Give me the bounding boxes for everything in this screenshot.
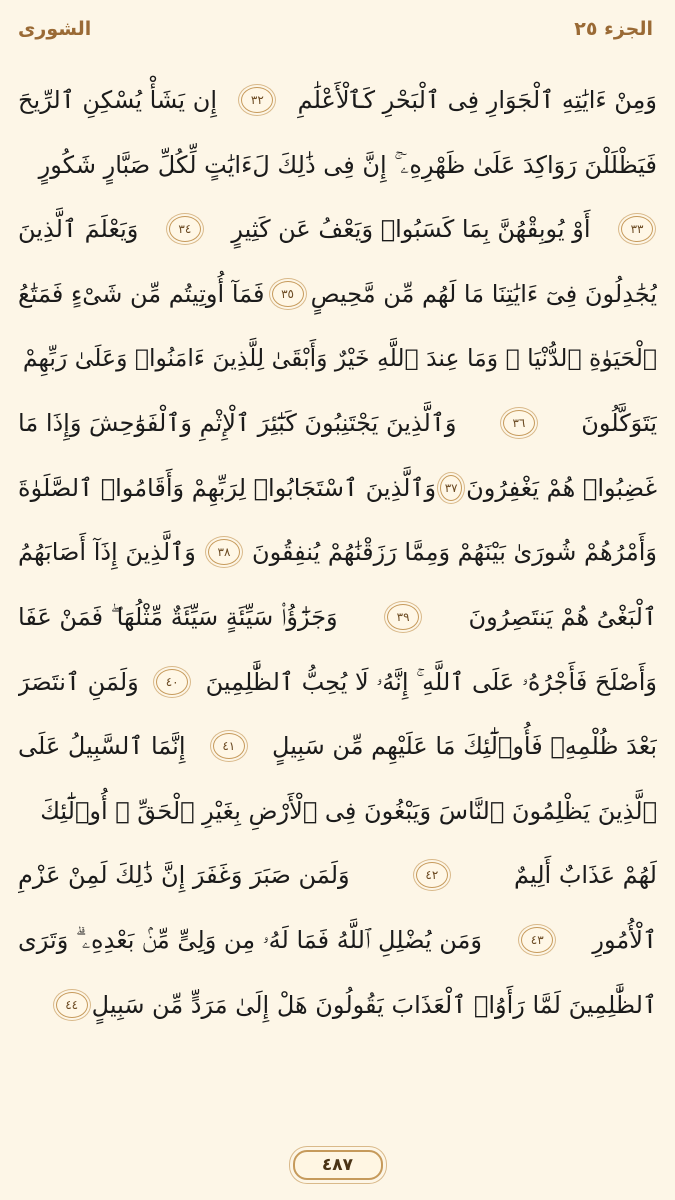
- text-line: [18, 326, 657, 391]
- text-line: [18, 391, 657, 456]
- verse-text: وَٱلَّذِينَ إِذَآ أَصَابَهُمُ: [18, 538, 196, 567]
- text-line: [18, 197, 657, 262]
- verse-text: وَجَزَٰٓؤُا۟ سَيِّئَةٍ سَيِّئَةٌ مِّثْلُهَا ۖ فَمَنْ عَفَا: [18, 603, 338, 632]
- ayah-marker: ٤٢: [416, 862, 448, 888]
- text-line: [18, 456, 657, 521]
- verse-text: ٱلْحَيَوٰةِ ٱلدُّنْيَا ۖ وَمَا عِندَ ٱللَّهِ خَيْرٌ وَأَبْقَىٰ لِلَّذِينَ ءَامَنُوا۟ وَعَلَىٰ رَبِّهِمْ: [22, 343, 657, 372]
- text-line: [18, 714, 657, 779]
- ayah-marker: ٣٧: [440, 475, 462, 501]
- verse-text: فَمَآ أُوتِيتُم مِّن شَىْءٍ فَمَتَٰعُ: [18, 280, 265, 309]
- text-line: [18, 843, 657, 908]
- ayah-marker: ٤٤: [56, 992, 88, 1018]
- ayah-marker: ٤٠: [156, 669, 188, 695]
- verse-text: يُجَٰدِلُونَ فِىٓ ءَايَٰتِنَا مَا لَهُم مِّن مَّحِيصٍ: [310, 280, 657, 309]
- verse-text: وَأَمْرُهُمْ شُورَىٰ بَيْنَهُمْ وَمِمَّا رَزَقْنَٰهُمْ يُنفِقُونَ: [252, 538, 657, 567]
- ayah-marker: ٣٨: [208, 539, 240, 565]
- verse-text: إِنَّمَا ٱلسَّبِيلُ عَلَى: [18, 732, 186, 761]
- verse-text: وَمَن يُضْلِلِ ٱللَّهُ فَمَا لَهُۥ مِن وَلِىٍّ مِّنۢ بَعْدِهِۦ ۗ وَتَرَى: [18, 926, 482, 955]
- surah-name: الشورى: [18, 18, 92, 40]
- ayah-marker: ٤١: [213, 733, 245, 759]
- verse-text: وَيَعْلَمَ ٱلَّذِينَ: [18, 215, 139, 244]
- text-line: [18, 972, 657, 1037]
- verse-text: غَضِبُوا۟ هُمْ يَغْفِرُونَ: [466, 473, 657, 502]
- verse-text: فَيَظْلَلْنَ رَوَاكِدَ عَلَىٰ ظَهْرِهِۦٓ ۚ إِنَّ فِى ذَٰلِكَ لَءَايَٰتٍ لِّكُلِّ صَبَّارٍ شَكُورٍ: [38, 150, 657, 179]
- page-footer: [0, 1150, 675, 1186]
- ayah-marker: ٣٥: [272, 281, 304, 307]
- text-line: [18, 133, 657, 198]
- verse-text: وَٱلَّذِينَ يَجْتَنِبُونَ كَبَٰٓئِرَ ٱلْإِثْمِ وَٱلْفَوَٰحِشَ وَإِذَا مَا: [18, 409, 457, 438]
- verse-text: أَوْ يُوبِقْهُنَّ بِمَا كَسَبُوا۟ وَيَعْفُ عَن كَثِيرٍ: [231, 215, 591, 244]
- ayah-marker: ٤٣: [521, 927, 553, 953]
- text-line: [18, 585, 657, 650]
- quran-text: [18, 68, 657, 1037]
- ayah-marker: ٣٦: [503, 410, 535, 436]
- text-line: [18, 262, 657, 327]
- verse-text: ٱلَّذِينَ يَظْلِمُونَ ٱلنَّاسَ وَيَبْغُونَ فِى ٱلْأَرْضِ بِغَيْرِ ٱلْحَقِّ ۚ أُو۟لَٰٓئِكَ: [40, 796, 657, 825]
- verse-text: لَهُمْ عَذَابٌ أَلِيمٌ: [514, 861, 657, 890]
- verse-text: وَٱلَّذِينَ ٱسْتَجَابُوا۟ لِرَبِّهِمْ وَأَقَامُوا۟ ٱلصَّلَوٰةَ: [18, 473, 437, 502]
- page-number: ٤٨٧: [293, 1150, 383, 1180]
- ayah-marker: ٣٢: [241, 87, 273, 113]
- text-line: [18, 68, 657, 133]
- ayah-marker: ٣٩: [387, 604, 419, 630]
- ayah-marker: ٣٣: [621, 216, 653, 242]
- page-header: [0, 0, 675, 60]
- ayah-marker: ٣٤: [169, 216, 201, 242]
- verse-text: وَأَصْلَحَ فَأَجْرُهُۥ عَلَى ٱللَّهِ ۚ إِنَّهُۥ لَا يُحِبُّ ٱلظَّٰلِمِينَ: [205, 667, 657, 696]
- verse-text: وَلَمَنِ ٱنتَصَرَ: [18, 667, 139, 696]
- juz-label: الجزء ٢٥: [574, 18, 653, 40]
- text-line: [18, 649, 657, 714]
- text-line: [18, 908, 657, 973]
- verse-text: بَعْدَ ظُلْمِهِۦ فَأُو۟لَٰٓئِكَ مَا عَلَيْهِم مِّن سَبِيلٍ: [272, 732, 657, 761]
- verse-text: ٱلظَّٰلِمِينَ لَمَّا رَأَوُا۟ ٱلْعَذَابَ يَقُولُونَ هَلْ إِلَىٰ مَرَدٍّ مِّن سَبِيلٍ: [91, 990, 657, 1019]
- verse-text: يَتَوَكَّلُونَ: [581, 409, 657, 438]
- verse-text: ٱلْبَغْىُ هُمْ يَنتَصِرُونَ: [468, 603, 657, 632]
- verse-text: إِن يَشَأْ يُسْكِنِ ٱلرِّيحَ: [18, 86, 217, 115]
- verse-text: ٱلْأُمُورِ: [592, 926, 657, 955]
- text-line: [18, 779, 657, 844]
- text-line: [18, 520, 657, 585]
- verse-text: وَمِنْ ءَايَٰتِهِ ٱلْجَوَارِ فِى ٱلْبَحْرِ كَٱلْأَعْلَٰمِ: [297, 86, 657, 115]
- verse-text: وَلَمَن صَبَرَ وَغَفَرَ إِنَّ ذَٰلِكَ لَمِنْ عَزْمِ: [18, 861, 350, 890]
